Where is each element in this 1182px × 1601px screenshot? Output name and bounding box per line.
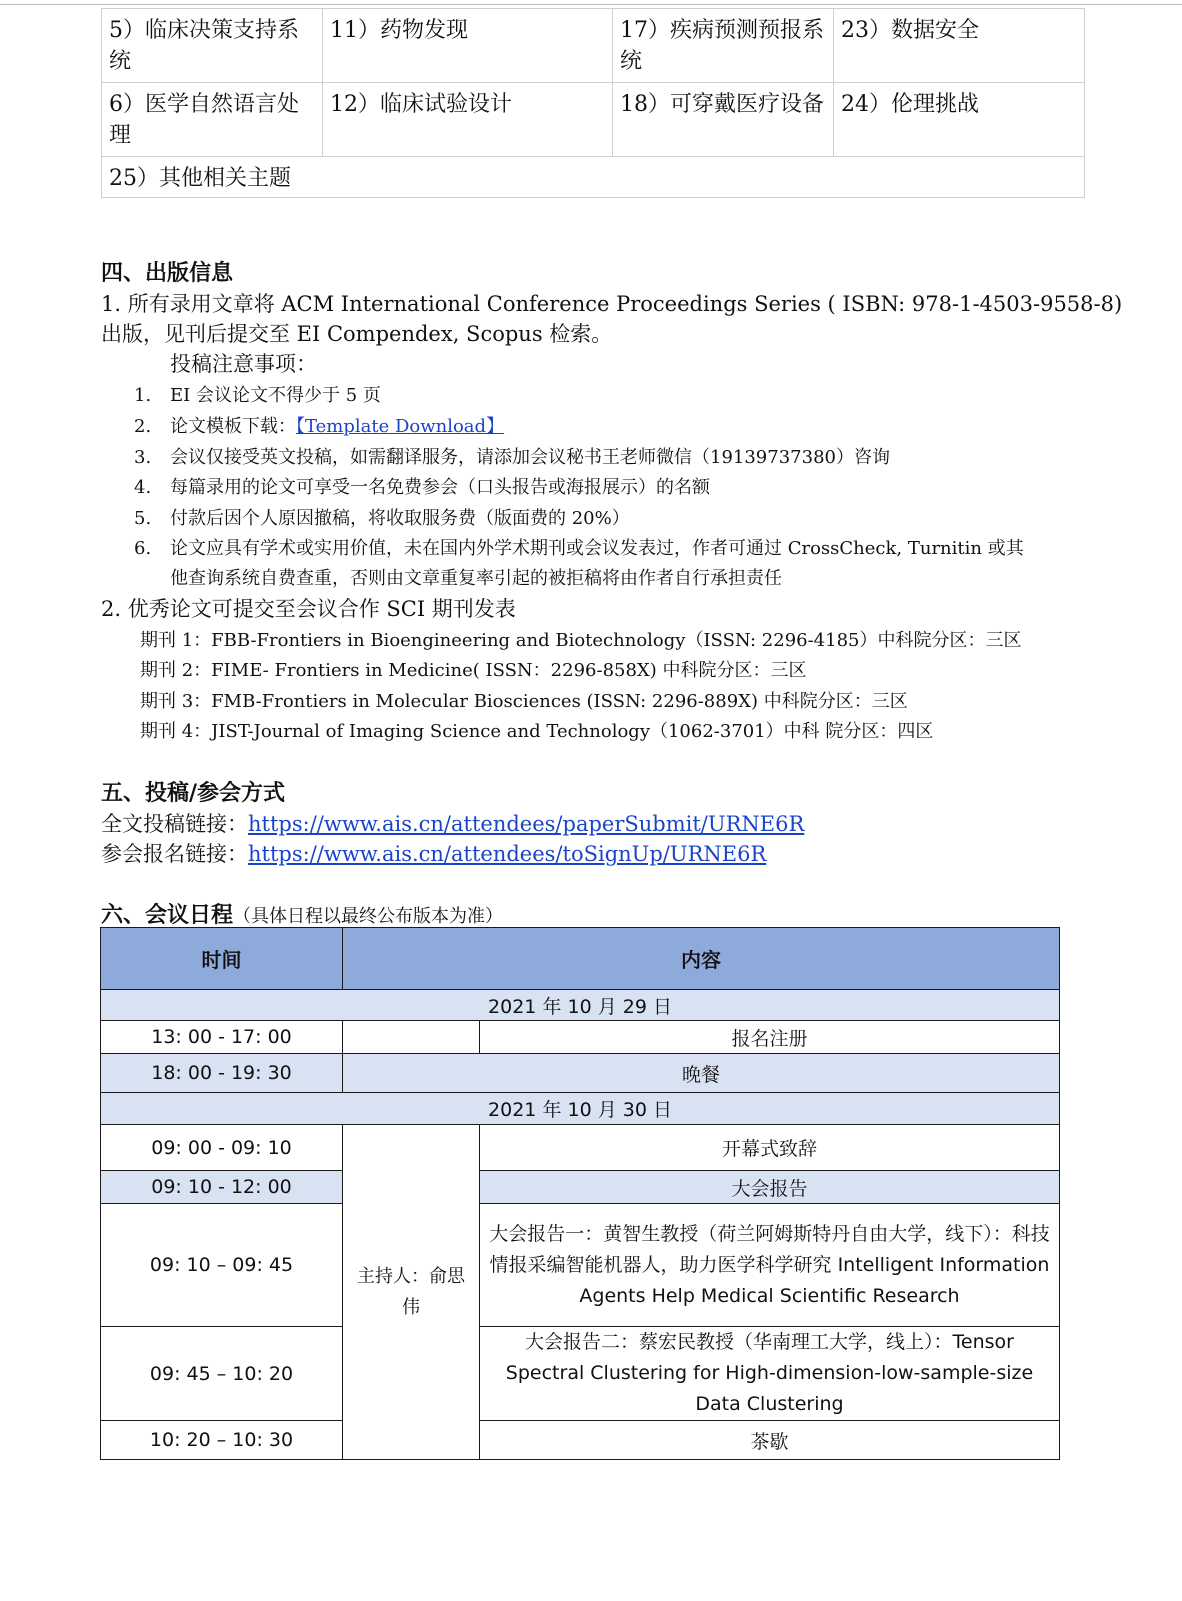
topics-table <box>101 8 1085 198</box>
journal-item: 期刊 4：JIST-Journal of Imaging Science and Technology（1062-3701）中科 院分区：四区 <box>140 721 934 742</box>
signup-link[interactable]: https://www.ais.cn/attendees/toSignUp/URNE6R <box>248 842 767 866</box>
topics-row <box>102 83 1085 157</box>
section-heading-schedule: 六、会议日程（具体日程以最终公布版本为准） <box>101 902 504 928</box>
column-header-content: 内容 <box>343 928 1060 990</box>
publication-line: 2. 优秀论文可提交至会议合作 SCI 期刊发表 <box>101 597 516 621</box>
topic-cell: 25）其他相关主题 <box>102 157 1085 198</box>
table-row <box>101 1171 1060 1204</box>
section-heading-submission: 五、投稿/参会方式 <box>101 780 286 806</box>
topics-row <box>102 157 1085 198</box>
content-cell: 晚餐 <box>343 1054 1060 1093</box>
time-cell: 13: 00 - 17: 00 <box>101 1021 343 1054</box>
list-item: 2. 论文模板下载：【Template Download】 <box>134 416 505 437</box>
journal-item: 期刊 2：FIME- Frontiers in Medicine( ISSN：2296-858X) 中科院分区：三区 <box>140 660 807 681</box>
schedule-table <box>100 927 1060 1460</box>
table-row <box>101 1204 1060 1327</box>
content-cell: 大会报告二：蔡宏民教授（华南理工大学，线上）：Tensor Spectral Clustering for High-dimension-low-sample-size Data Clustering <box>480 1327 1060 1421</box>
topic-cell: 11）药物发现 <box>323 9 613 83</box>
content-cell: 大会报告一：黄智生教授（荷兰阿姆斯特丹自由大学，线下）：科技情报采编智能机器人，助力医学科学研究 Intelligent Information Agents Help Medical Scientific Research <box>480 1204 1060 1327</box>
column-header-time: 时间 <box>101 928 343 990</box>
content-cell: 大会报告 <box>480 1171 1060 1204</box>
time-cell: 09: 45 – 10: 20 <box>101 1327 343 1421</box>
date-cell: 2021 年 10 月 29 日 <box>101 990 1060 1021</box>
topics-row <box>102 9 1085 83</box>
paper-submit-link[interactable]: https://www.ais.cn/attendees/paperSubmit/URNE6R <box>248 812 805 836</box>
journal-item: 期刊 1：FBB-Frontiers in Bioengineering and Biotechnology（ISSN: 2296-4185）中科院分区：三区 <box>140 630 1022 651</box>
list-item-continuation: 他查询系统自费查重，否则由文章重复率引起的被拒稿将由作者自行承担责任 <box>170 568 782 589</box>
publication-line: 1. 所有录用文章将 ACM International Conference Proceedings Series ( ISBN: 978-1-4503-9558-8) <box>101 292 1123 316</box>
list-item: 5. 付款后因个人原因撤稿，将收取服务费（版面费的 20%） <box>134 508 630 529</box>
empty-cell <box>343 1021 480 1054</box>
table-header-row <box>101 928 1060 990</box>
list-item: 4. 每篇录用的论文可享受一名免费参会（口头报告或海报展示）的名额 <box>134 477 710 498</box>
template-download-link[interactable]: 【Template Download】 <box>296 416 505 437</box>
journal-item: 期刊 3：FMB-Frontiers in Molecular Biosciences (ISSN: 2296-889X) 中科院分区：三区 <box>140 691 908 712</box>
list-item: 6. 论文应具有学术或实用价值，未在国内外学术期刊或会议发表过，作者可通过 CrossCheck, Turnitin 或其 <box>134 538 1024 559</box>
table-row <box>101 1421 1060 1460</box>
time-cell: 09: 00 - 09: 10 <box>101 1125 343 1171</box>
time-cell: 18: 00 - 19: 30 <box>101 1054 343 1093</box>
host-cell: 主持人：俞思伟 <box>343 1125 480 1460</box>
date-cell: 2021 年 10 月 30 日 <box>101 1093 1060 1125</box>
paper-submit-line: 全文投稿链接：https://www.ais.cn/attendees/paperSubmit/URNE6R <box>101 812 805 836</box>
topic-cell: 24）伦理挑战 <box>834 83 1085 157</box>
content-cell: 茶歇 <box>480 1421 1060 1460</box>
time-cell: 09: 10 - 12: 00 <box>101 1171 343 1204</box>
topic-cell: 5）临床决策支持系统 <box>102 9 323 83</box>
list-item: 1. EI 会议论文不得少于 5 页 <box>134 385 381 406</box>
table-row <box>101 1054 1060 1093</box>
topic-cell: 12）临床试验设计 <box>323 83 613 157</box>
publication-line: 出版，见刊后提交至 EI Compendex, Scopus 检索。 <box>101 322 613 346</box>
list-item: 3. 会议仅接受英文投稿，如需翻译服务，请添加会议秘书王老师微信（19139737380）咨询 <box>134 447 890 468</box>
date-row <box>101 1093 1060 1125</box>
topic-cell: 17）疾病预测预报系统 <box>613 9 834 83</box>
topic-cell: 23）数据安全 <box>834 9 1085 83</box>
date-row <box>101 990 1060 1021</box>
time-cell: 10: 20 – 10: 30 <box>101 1421 343 1460</box>
notes-title: 投稿注意事项： <box>170 352 317 376</box>
time-cell: 09: 10 – 09: 45 <box>101 1204 343 1327</box>
content-cell: 开幕式致辞 <box>480 1125 1060 1171</box>
topic-cell: 18）可穿戴医疗设备 <box>613 83 834 157</box>
signup-line: 参会报名链接：https://www.ais.cn/attendees/toSignUp/URNE6R <box>101 842 767 866</box>
table-row <box>101 1327 1060 1421</box>
section-heading-publication: 四、出版信息 <box>101 260 234 286</box>
content-cell: 报名注册 <box>480 1021 1060 1054</box>
table-row <box>101 1125 1060 1171</box>
topic-cell: 6）医学自然语言处理 <box>102 83 323 157</box>
table-row <box>101 1021 1060 1054</box>
top-border <box>0 0 1182 5</box>
